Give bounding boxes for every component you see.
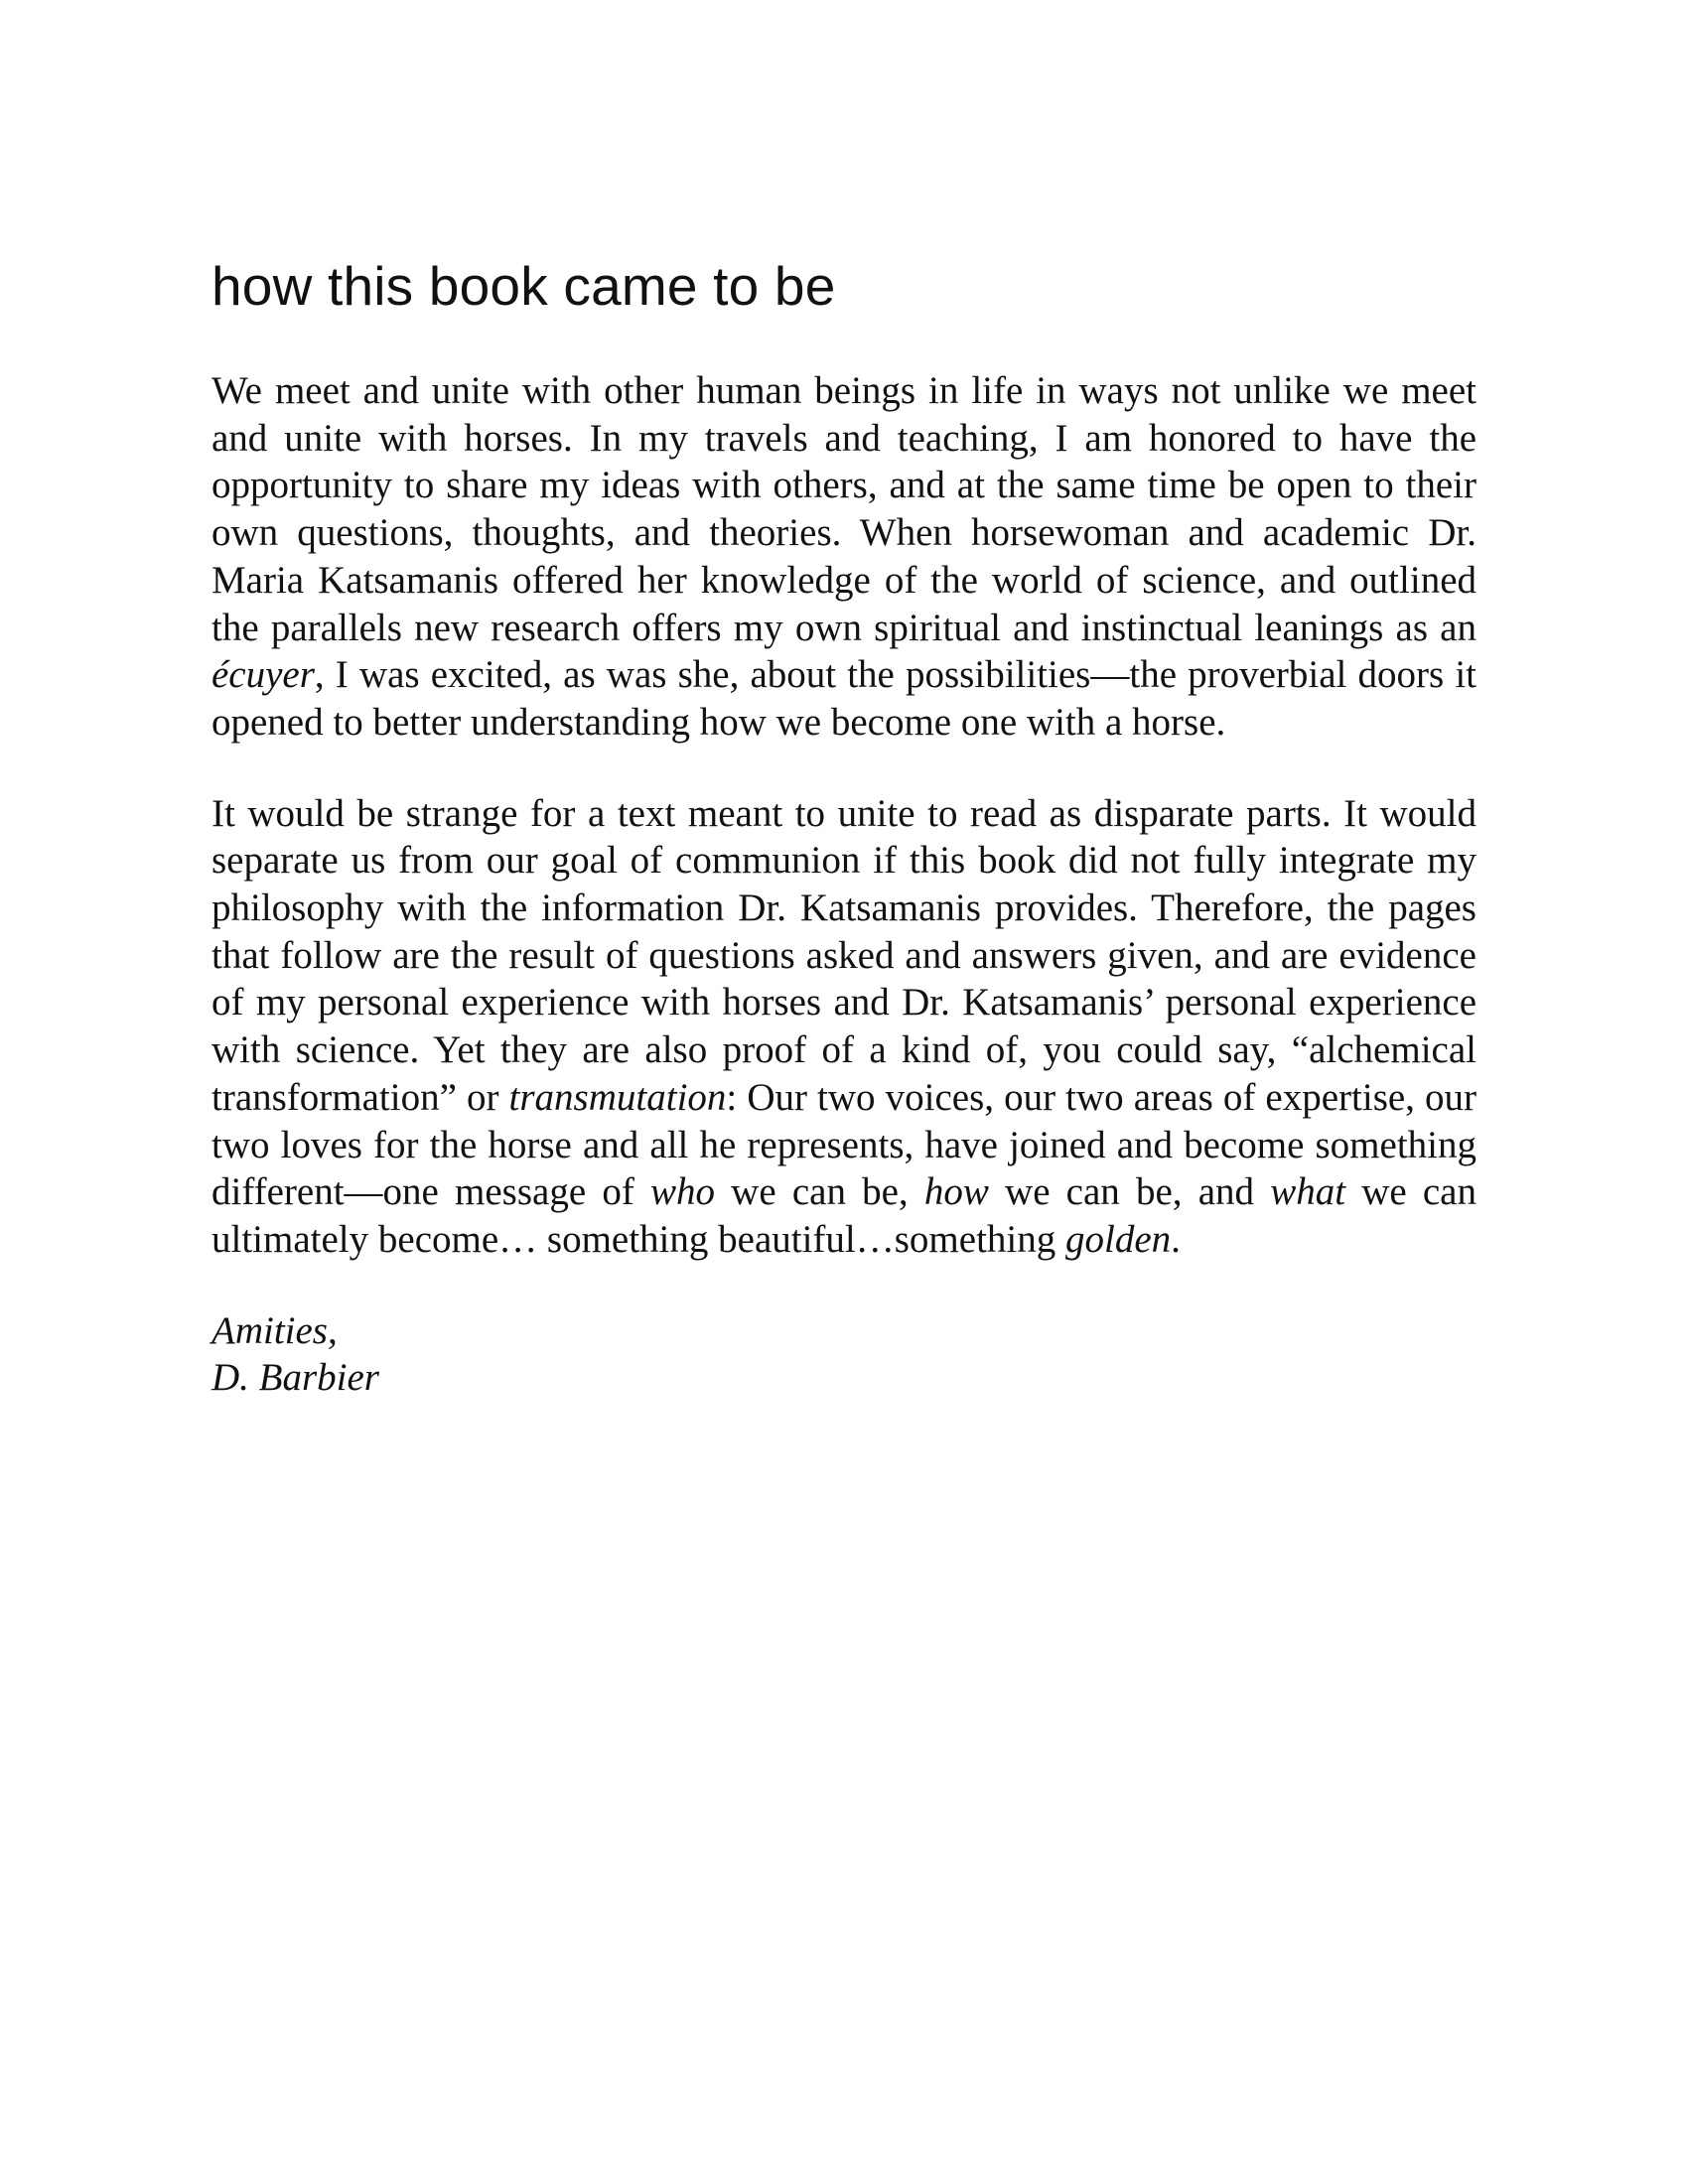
paragraph-2-italic-what: what <box>1270 1170 1346 1214</box>
paragraph-2-text-end: . <box>1171 1217 1181 1261</box>
paragraph-2-italic-golden: golden <box>1065 1217 1172 1261</box>
signoff-author: D. Barbier <box>211 1356 379 1400</box>
paragraph-2-italic-how: how <box>923 1170 989 1214</box>
signoff-closing: Amities, <box>211 1308 338 1352</box>
paragraph-1-italic-ecuyer: écuyer <box>211 653 315 697</box>
paragraph-1-text: We meet and unite with other human beings in life in ways not unlike we meet and unite with horses. In my travels and teaching, I am honored to have the opportunity to share my ideas with others, and at the same time be open to their own questions, thoughts, and theories. When horsewoman and academic Dr. Maria Katsamanis offered her knowledge of the world of science, and outlined the parallels new research offers my own spiritual and instinctual leanings as an <box>211 369 1477 649</box>
paragraph-2-italic-who: who <box>649 1170 715 1214</box>
paragraph-2 <box>211 790 1477 1264</box>
page-title: how this book came to be <box>211 255 836 317</box>
paragraph-2-text: It would be strange for a text meant to unite to read as disparate parts. It would separate us from our goal of communion if this book did not fully integrate my philosophy with the information Dr. Katsamanis provides. Therefore, the pages that follow are the result of questions asked and answers given, and are evidence of my personal experience with horses and Dr. Katsamanis’ personal experience with science. Yet they are also proof of a kind of, you could say, “alchemical transformation” or <box>211 791 1477 1119</box>
signoff <box>211 1307 1477 1402</box>
paragraph-2-text: we can ultimately become… something beautiful…something <box>211 1170 1477 1261</box>
paragraph-2-italic-transmutation: transmutation <box>508 1075 727 1119</box>
paragraph-2-text: we can be, and <box>988 1170 1271 1214</box>
body-text <box>211 367 1477 1402</box>
paragraph-1 <box>211 367 1477 747</box>
paragraph-2-text: : Our two voices, our two areas of expertise, our two loves for the horse and all he represents, have joined and become something different—one message of <box>211 1075 1477 1214</box>
paragraph-1-text-end: , I was excited, as was she, about the possibilities—the proverbial doors it opened to better understanding how we become one with a horse. <box>211 653 1477 744</box>
paragraph-2-text: we can be, <box>715 1170 924 1214</box>
